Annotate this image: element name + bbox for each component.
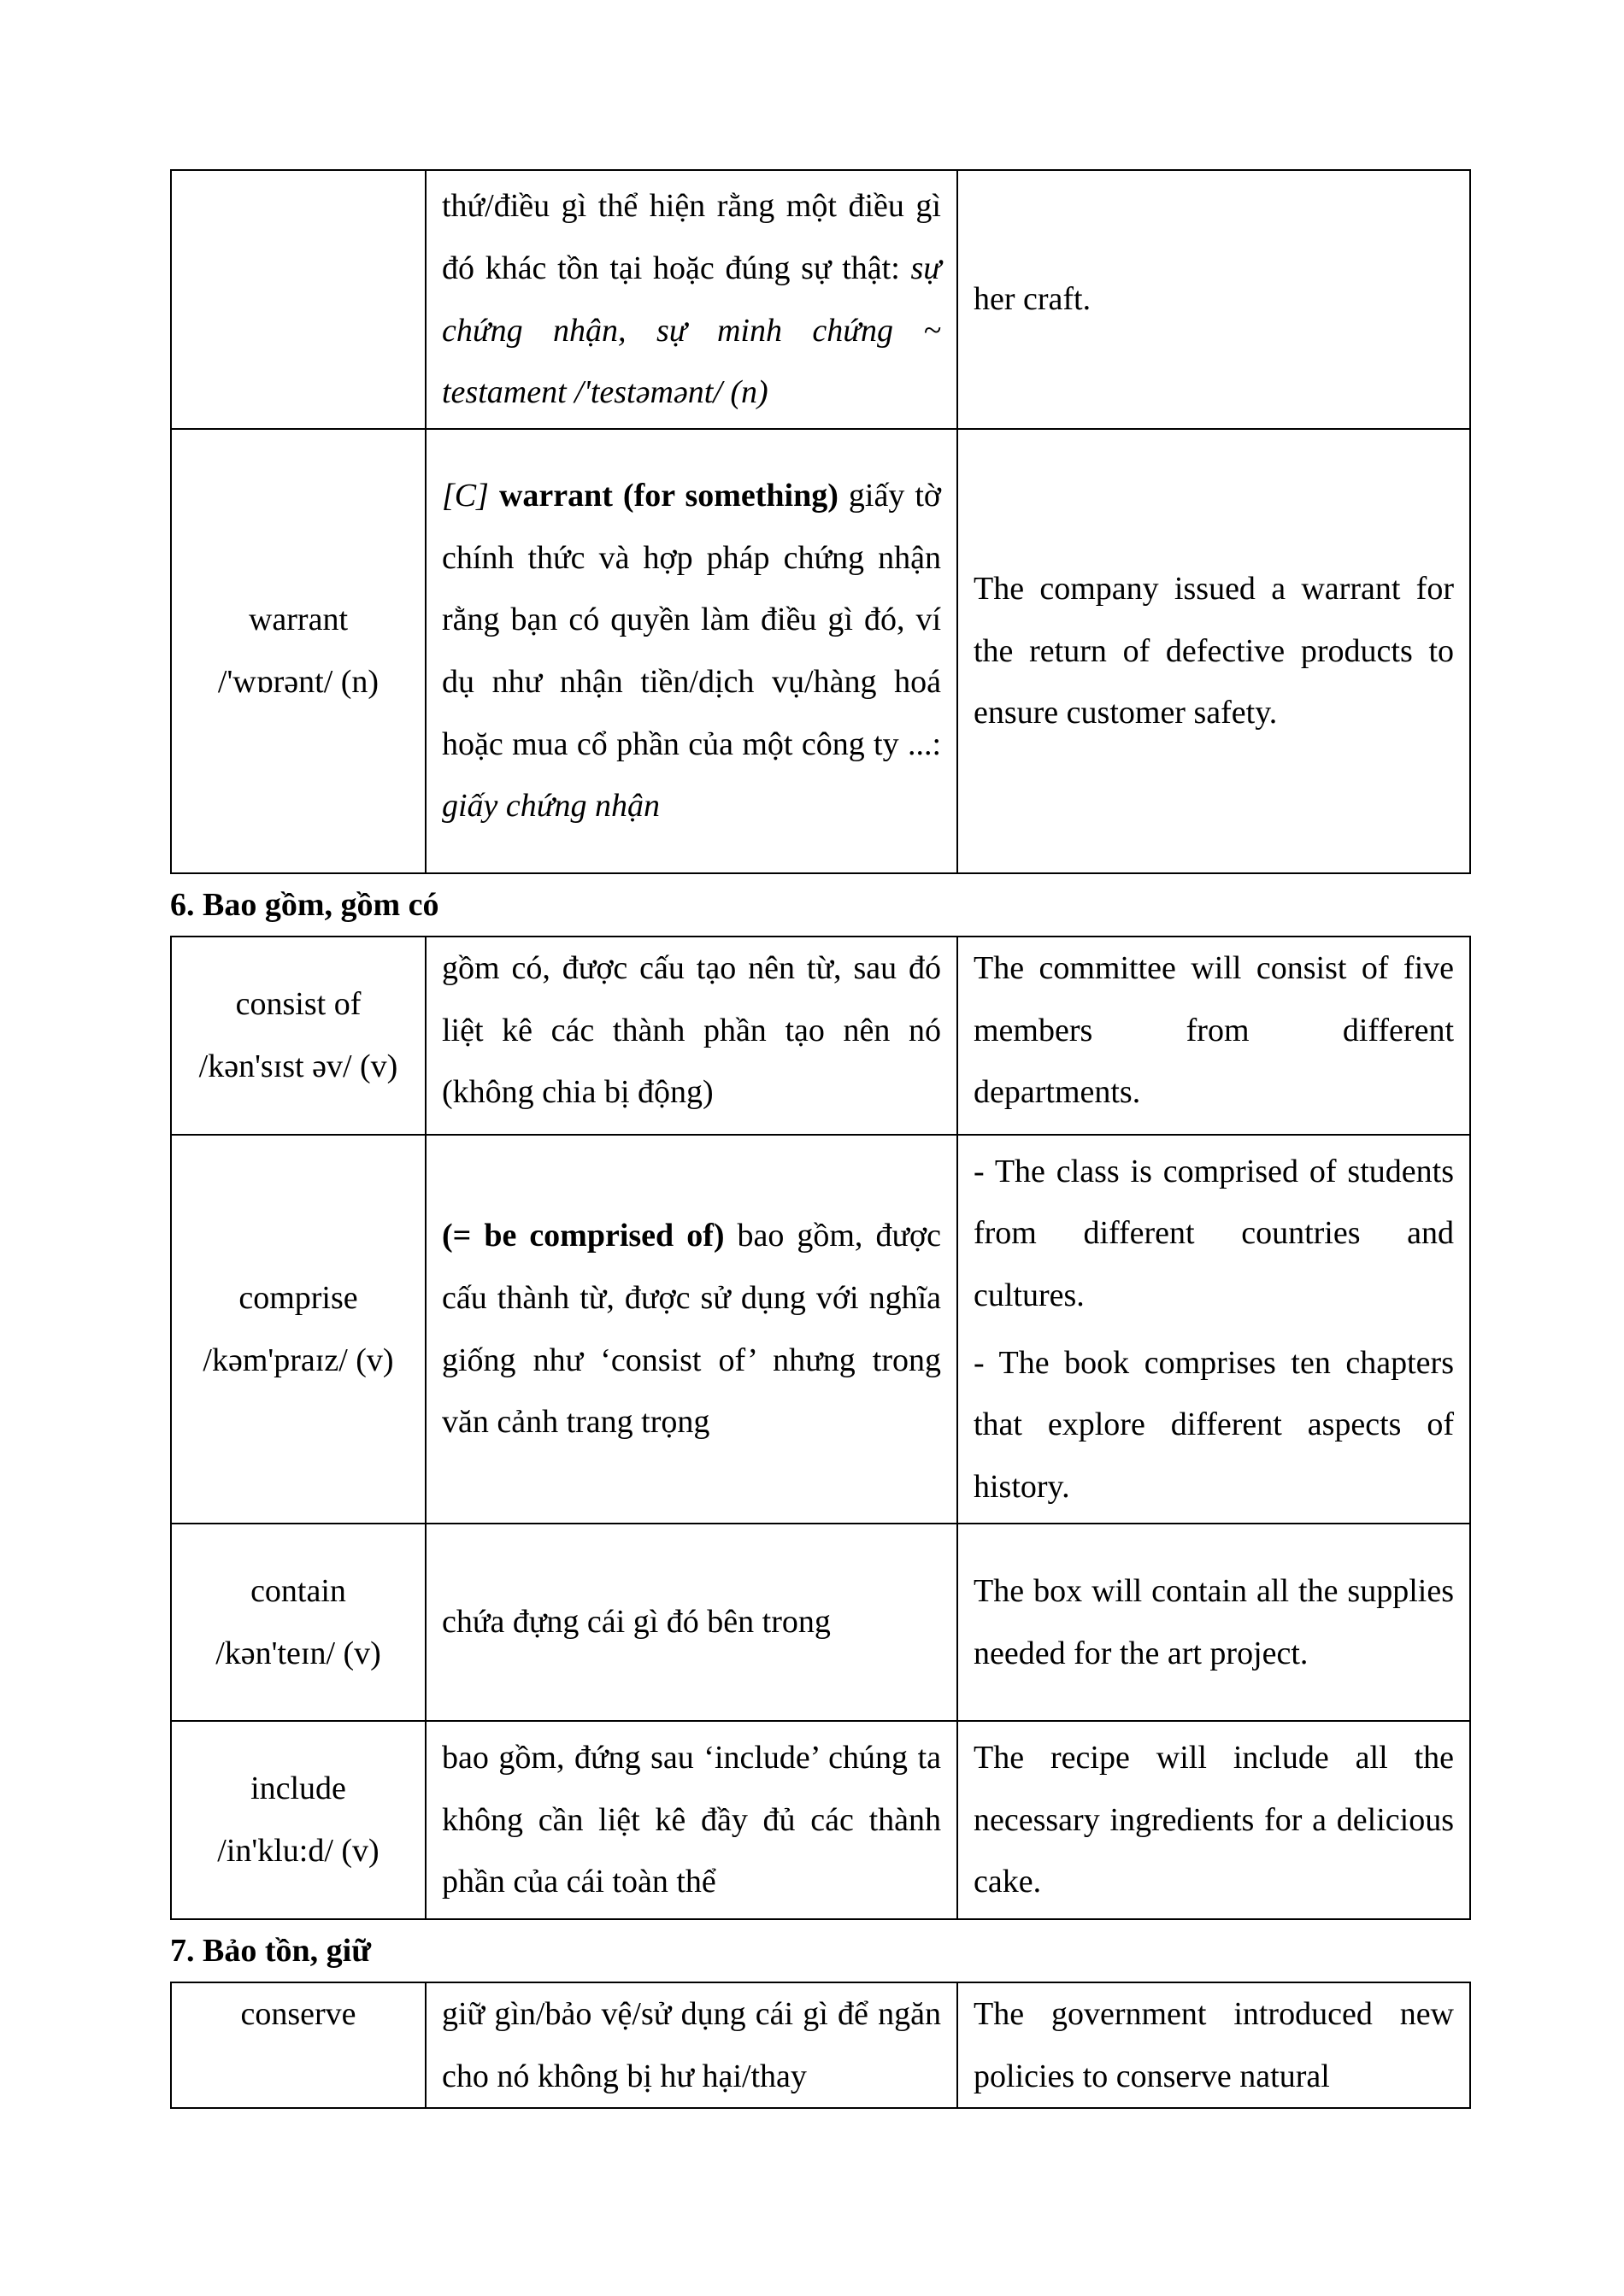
word-cell — [171, 937, 426, 1135]
table-row — [171, 1721, 1470, 1919]
table-row — [171, 937, 1470, 1135]
table-row — [171, 170, 1470, 429]
vocab-table-section-7 — [170, 1982, 1471, 2109]
word-term: contain — [250, 1572, 346, 1609]
meaning-cell: giữ gìn/bảo vệ/sử dụng cái gì để ngăn cho nó không bị hư hại/thay — [426, 1982, 957, 2108]
table-row — [171, 1135, 1470, 1524]
example-cell: The company issued a warrant for the return of defective products to ensure customer safety. — [957, 429, 1470, 873]
meaning-cell: bao gồm, đứng sau ‘include’ chúng ta không cần liệt kê đầy đủ các thành phần của cái toàn thể — [426, 1721, 957, 1919]
example-cell: The government introduced new policies to conserve natural — [957, 1982, 1470, 2108]
example-cell: her craft. — [957, 170, 1470, 429]
example-cell: The committee will consist of five members from different departments. — [957, 937, 1470, 1135]
word-pronunciation: /kən'sɪst əv/ (v) — [198, 1048, 398, 1084]
section-heading: 6. Bao gồm, gồm có — [170, 887, 439, 923]
section-heading: 7. Bảo tồn, giữ — [170, 1933, 371, 1969]
word-pronunciation: /'wɒrənt/ (n) — [217, 664, 380, 700]
table-row — [171, 1524, 1470, 1721]
vocab-table-continued — [170, 169, 1471, 874]
word-pronunciation: /in'klu:d/ (v) — [217, 1833, 380, 1869]
example-cell — [957, 1135, 1470, 1524]
example-cell: The recipe will include all the necessary ingredients for a delicious cake. — [957, 1721, 1470, 1919]
word-cell — [171, 1721, 426, 1919]
word-cell: conserve — [171, 1982, 426, 2108]
word-pronunciation: /kəm'praɪz/ (v) — [203, 1342, 394, 1378]
word-term: warrant — [248, 602, 349, 638]
example-line: - The book comprises ten chapters that explore different aspects of history. — [974, 1344, 1454, 1505]
word-cell — [171, 429, 426, 873]
word-cell — [171, 1524, 426, 1721]
table-row — [171, 429, 1470, 873]
document-page — [170, 169, 1469, 2109]
meaning-cell: chứa đựng cái gì đó bên trong — [426, 1524, 957, 1721]
word-pronunciation: /kən'teɪn/ (v) — [215, 1635, 381, 1671]
word-term: include — [250, 1770, 346, 1807]
meaning-cell: gồm có, được cấu tạo nên từ, sau đó liệt kê các thành phần tạo nên nó (không chia bị động) — [426, 937, 957, 1135]
table-row — [171, 1982, 1470, 2108]
word-term: comprise — [238, 1279, 358, 1316]
meaning-cell: (= be comprised of) bao gồm, được cấu thành từ, được sử dụng với nghĩa giống như ‘consist of’ nhưng trong văn cảnh trang trọng — [426, 1135, 957, 1524]
meaning-cell: [C] warrant (for something) giấy tờ chính thức và hợp pháp chứng nhận rằng bạn có quyền làm điều gì đó, ví dụ như nhận tiền/dịch vụ/hàng hoá hoặc mua cổ phần của một công ty ...: giấy chứng nhận — [426, 429, 957, 873]
word-term: consist of — [235, 986, 362, 1023]
meaning-cell: thứ/điều gì thể hiện rằng một điều gì đó khác tồn tại hoặc đúng sự thật: sự chứng nhận, sự minh chứng ~ testament /'testəmənt/ (n) — [426, 170, 957, 429]
vocab-table-section-6 — [170, 936, 1471, 1920]
word-cell — [171, 1135, 426, 1524]
example-line: - The class is comprised of students from different countries and cultures. — [974, 1153, 1454, 1313]
example-cell: The box will contain all the supplies needed for the art project. — [957, 1524, 1470, 1721]
word-cell — [171, 170, 426, 429]
